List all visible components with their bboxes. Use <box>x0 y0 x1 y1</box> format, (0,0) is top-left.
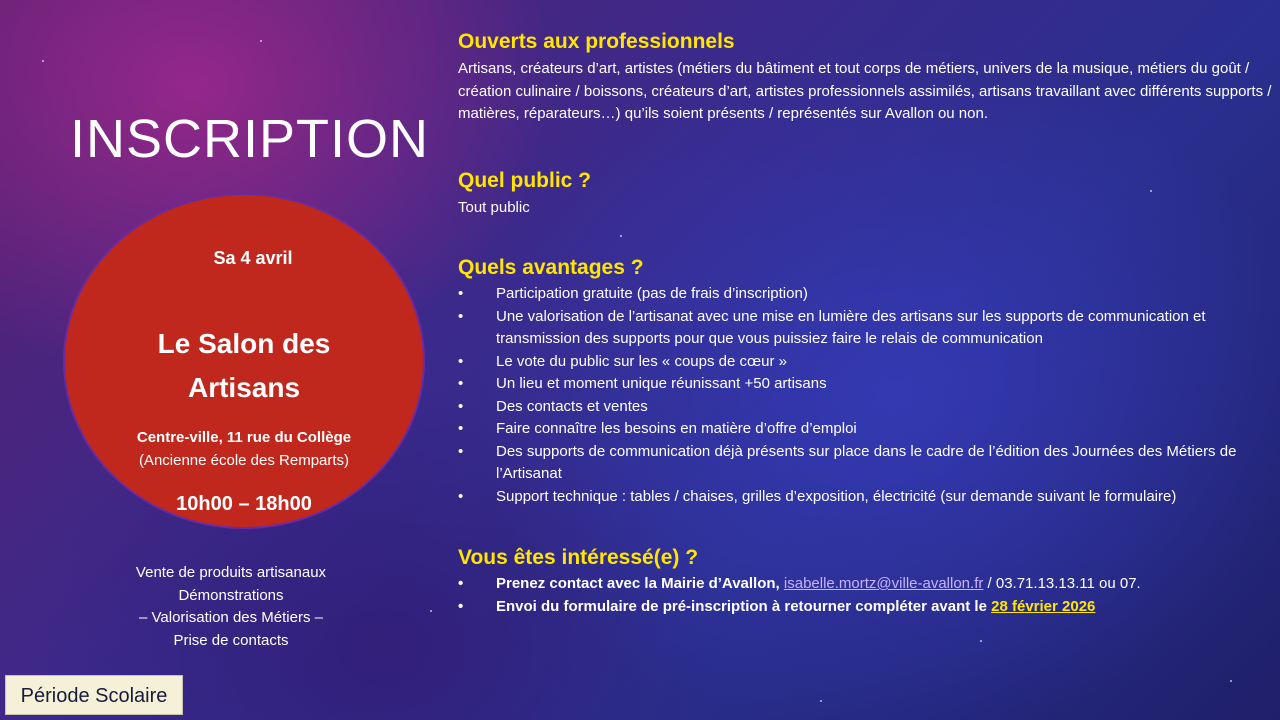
section-heading: Ouverts aux professionnels <box>458 30 735 53</box>
star-decoration <box>260 40 262 42</box>
section-pros <box>458 30 1280 126</box>
activities-list <box>100 562 362 652</box>
section-heading: Vous êtes intéressé(e) ? <box>458 546 699 569</box>
event-address-note: (Ancienne école des Remparts) <box>138 452 350 469</box>
section-interesse <box>458 546 1280 618</box>
section-avantages <box>458 256 1280 508</box>
event-date: Sa 4 avril <box>213 248 293 268</box>
list-item: • Participation gratuite (pas de frais d’inscription) <box>458 283 1280 306</box>
activity-item: Prise de contacts <box>173 631 289 649</box>
contact-phone: / 03.71.13.13.11 ou 07. <box>983 575 1141 592</box>
star-decoration <box>430 610 432 612</box>
star-decoration <box>1230 680 1232 682</box>
star-decoration <box>980 640 982 642</box>
form-item <box>458 596 1280 619</box>
event-hours: 10h00 – 18h00 <box>176 493 312 515</box>
star-decoration <box>820 700 822 702</box>
contact-item <box>458 573 1280 596</box>
contact-list <box>458 573 1280 618</box>
star-decoration <box>620 235 622 237</box>
section-heading: Quels avantages ? <box>458 256 644 279</box>
event-address: Centre-ville, 11 rue du Collège <box>136 429 352 446</box>
event-title-line1: Le Salon des <box>157 328 331 359</box>
list-item: • Une valorisation de l’artisanat avec une mise en lumière des artisans sur les supports de communication et transmission des supports pour que vous puissiez faire le relais de communication <box>458 306 1280 351</box>
event-title <box>63 322 425 410</box>
star-decoration <box>42 60 44 62</box>
section-public <box>458 169 1280 220</box>
list-item: • Le vote du public sur les « coups de cœur » <box>458 351 1280 374</box>
periode-badge: Période Scolaire <box>5 675 183 715</box>
list-item: • Support technique : tables / chaises, grilles d’exposition, électricité (sur demande suivant le formulaire) <box>458 486 1280 509</box>
form-text: Envoi du formulaire de pré-inscription à retourner compléter avant le <box>496 597 992 615</box>
section-text: Artisans, créateurs d’art, artistes (métiers du bâtiment et tout corps de métiers, univers de la musique, métiers du goût / création culinaire / boissons, créateurs d’art, artistes professionnels assimilés, artisans travaillant avec différents supports / matières, réparateurs…) qu’ils soient présents / représentés sur Avallon ou non. <box>458 60 1272 122</box>
contact-prefix: Prenez contact avec la Mairie d’Avallon, <box>496 575 784 592</box>
page-title: INSCRIPTION <box>70 109 430 169</box>
avantages-list <box>458 283 1280 508</box>
email-link[interactable]: isabelle.mortz@ville-avallon.fr <box>783 575 984 592</box>
list-item: • Un lieu et moment unique réunissant +50 artisans <box>458 373 1280 396</box>
list-item: • Faire connaître les besoins en matière d’offre d’emploi <box>458 418 1280 441</box>
deadline-date: 28 février 2026 <box>991 597 1096 615</box>
activity-item: – Valorisation des Métiers – <box>139 609 323 626</box>
event-title-line2: Artisans <box>187 372 301 403</box>
list-item: • Des contacts et ventes <box>458 396 1280 419</box>
list-item: • Des supports de communication déjà présents sur place dans le cadre de l’édition des Journées des Métiers de l’Artisanat <box>458 441 1280 486</box>
activity-item: Vente de produits artisanaux <box>135 564 327 581</box>
activity-item: Démonstrations <box>178 586 284 604</box>
section-text: Tout public <box>458 199 530 216</box>
section-heading: Quel public ? <box>458 169 592 192</box>
